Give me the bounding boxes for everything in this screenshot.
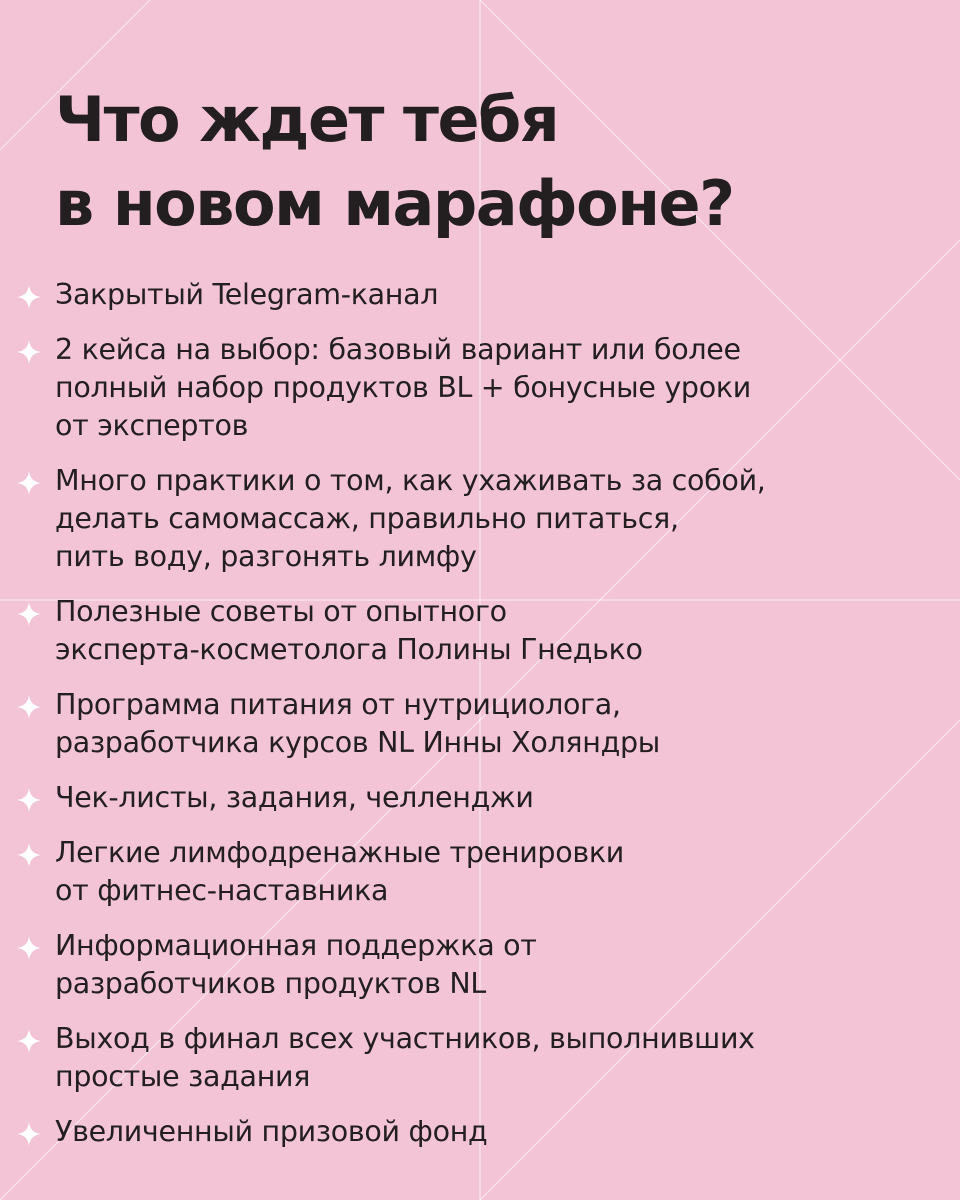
list-item <box>0 927 960 1003</box>
sparkle-star-icon <box>16 1121 42 1147</box>
list-item <box>0 1113 960 1151</box>
list-item-text: Закрытый Telegram-канал <box>55 278 439 311</box>
list-item <box>0 276 960 314</box>
page-title-line-2: в новом марафоне? <box>55 167 734 240</box>
sparkle-star-icon <box>16 842 42 868</box>
benefits-list <box>0 276 960 1168</box>
list-item <box>0 779 960 817</box>
sparkle-star-icon <box>16 935 42 961</box>
list-item-text: Выход в финал всех участников, выполнивших простые задания <box>55 1022 755 1093</box>
list-item-text: Увеличенный призовой фонд <box>55 1115 488 1148</box>
list-item-text: Программа питания от нутрициолога, разработчика курсов NL Инны Холяндры <box>55 688 660 759</box>
list-item <box>0 462 960 576</box>
sparkle-star-icon <box>16 339 42 365</box>
list-item <box>0 1020 960 1096</box>
sparkle-star-icon <box>16 694 42 720</box>
list-item-text: Много практики о том, как ухаживать за собой, делать самомассаж, правильно питаться, пить воду, разгонять лимфу <box>55 464 766 573</box>
sparkle-star-icon <box>16 601 42 627</box>
list-item <box>0 686 960 762</box>
list-item-text: Чек-листы, задания, челленджи <box>55 781 534 814</box>
list-item-text: Легкие лимфодренажные тренировки от фитнес-наставника <box>55 836 624 907</box>
list-item-text: Информационная поддержка от разработчиков продуктов NL <box>55 929 537 1000</box>
sparkle-star-icon <box>16 284 42 310</box>
list-item-text: Полезные советы от опытного эксперта-косметолога Полины Гнедько <box>55 595 643 666</box>
sparkle-star-icon <box>16 787 42 813</box>
sparkle-star-icon <box>16 470 42 496</box>
list-item <box>0 593 960 669</box>
list-item-text: 2 кейса на выбор: базовый вариант или более полный набор продуктов BL + бонусные уроки от экспертов <box>55 333 751 442</box>
sparkle-star-icon <box>16 1028 42 1054</box>
page-title-line-1: Что ждет тебя <box>55 83 559 156</box>
page-title <box>55 78 734 246</box>
list-item <box>0 834 960 910</box>
list-item <box>0 331 960 445</box>
